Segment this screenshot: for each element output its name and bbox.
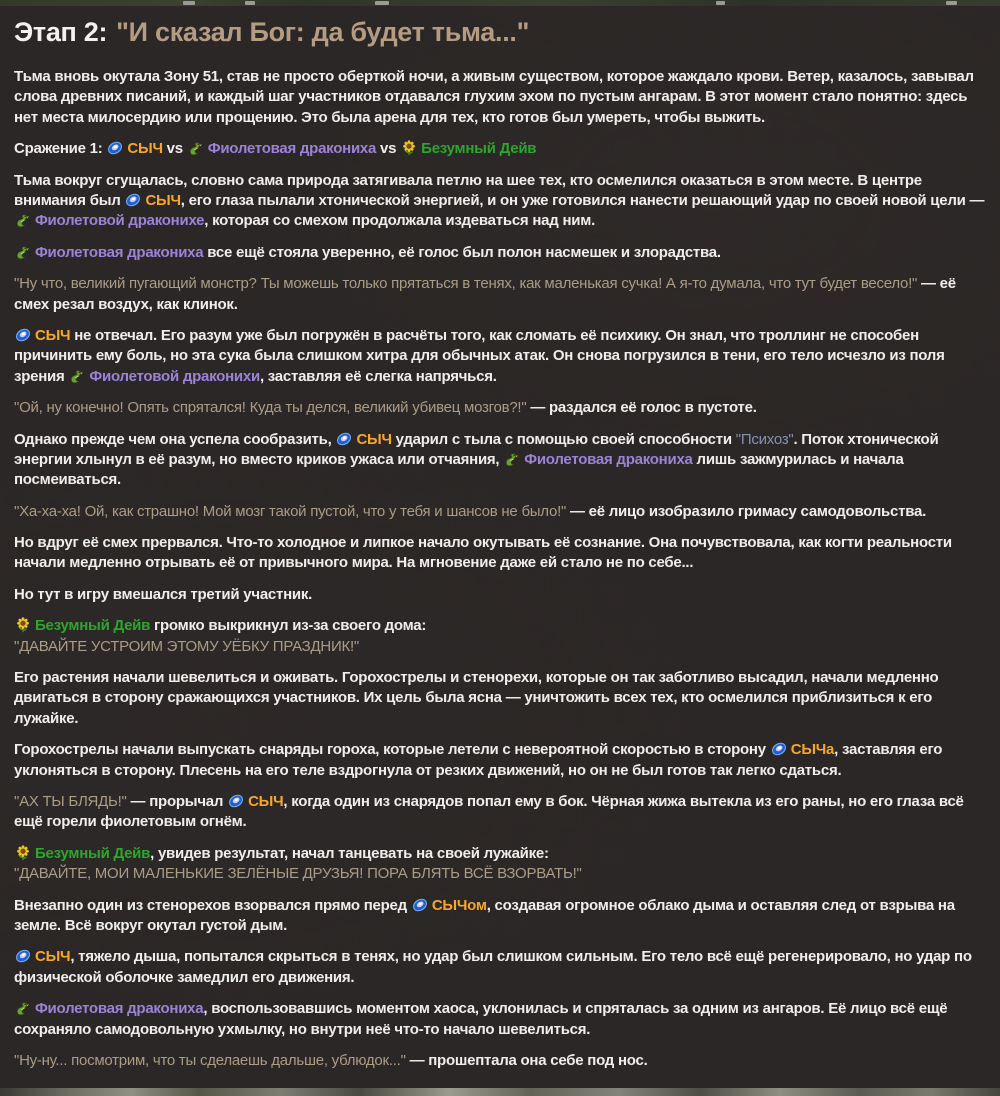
narration-text: , увидев результат, начал танцевать на своей лужайке:: [150, 844, 549, 862]
edge-speck: [946, 1, 957, 5]
story-paragraph: [14, 844, 986, 885]
narration-text: Но вдруг её смех прервался. Что-то холодное и липкое начало окутывать её сознание. Она почувствовала, как когти реальности начали медленно отрывать её от привычного мира. На мгновение даже ей стало не по себе...: [14, 534, 952, 572]
narration-text: , его глаза пылали хтонической энергией, и он уже готовился нанести решающий удар по своей новой цели —: [180, 192, 985, 209]
page-title: [14, 17, 986, 48]
character-name: СЫЧ: [127, 140, 163, 158]
character-mention-dave: [14, 617, 150, 634]
story-paragraph: [14, 398, 986, 418]
title-quote: "И сказал Бог: да будет тьма...": [116, 17, 530, 47]
narration-text: Тьма вокруг сгущалась, словно сама природа затягивала петлю на шее тех, кто осмелился оказаться в этом месте. В центре внимания был: [14, 171, 922, 209]
character-mention-sych: [106, 140, 162, 157]
character-name: Фиолетовая дракониха: [524, 450, 693, 468]
character-name: Безумный Дейв: [421, 140, 537, 158]
comet-icon: [125, 192, 141, 208]
character-name: СЫЧа: [790, 741, 835, 759]
narration-text: все ещё стояла уверенно, её голос был полон насмешек и злорадства.: [203, 243, 721, 261]
dragon-icon: [15, 212, 31, 228]
story-paragraph: [14, 1051, 986, 1071]
narration-text: Однако прежде чем она успела сообразить,: [14, 430, 336, 448]
character-mention-dragon: [14, 212, 204, 229]
story-paragraph: [14, 326, 986, 387]
character-mention-sych: [14, 327, 70, 344]
comet-icon: [412, 897, 428, 913]
comet-icon: [771, 741, 787, 757]
story-paragraph: [14, 243, 986, 263]
edge-speck: [716, 1, 725, 5]
dragon-icon: [188, 140, 204, 156]
quote-text: "ДАВАЙТЕ УСТРОИМ ЭТОМУ УЁБКУ ПРАЗДНИК!": [14, 637, 359, 655]
narration-text: Горохострелы начали выпускать снаряды гороха, которые летели с невероятной скоростью в сторону: [14, 741, 770, 759]
dragon-icon: [504, 451, 520, 467]
character-mention-dave: [14, 845, 150, 862]
character-name: СЫЧ: [145, 192, 181, 209]
story-paragraph: [14, 668, 986, 729]
comet-icon: [107, 140, 123, 156]
character-mention-sych: [14, 948, 70, 965]
narration-text: , когда один из снарядов попал ему в бок. Чёрная жижа вытекла из его раны, но его глаза всё ещё горели фиолетовым огнём.: [14, 792, 964, 831]
comet-icon: [228, 793, 244, 809]
sunflower-icon: [15, 617, 31, 633]
quote-text: "ДАВАЙТЕ, МОИ МАЛЕНЬКИЕ ЗЕЛЁНЫЕ ДРУЗЬЯ! ПОРА БЛЯТЬ ВСЁ ВЗОРВАТЬ!": [14, 865, 582, 883]
character-mention-sych: [227, 793, 283, 810]
narration-text: — раздался её голос в пустоте.: [526, 399, 757, 417]
narration-text: Тьма вновь окутала Зону 51, став не просто оберткой ночи, а живым существом, которое жаждало крови. Ветер, казалось, завывал слова древних писаний, и каждый шаг участников отдавался глухим эхом по пустым ангарам. В этот момент стало понятно: здесь нет места милосердию или прощению. Это была арена для тех, кто готов был умереть, чтобы выжить.: [14, 68, 974, 126]
character-name: СЫЧ: [35, 326, 71, 344]
character-mention-sych: [124, 192, 180, 209]
comet-icon: [336, 431, 352, 447]
story-paragraph: [14, 947, 986, 988]
character-mention-dragon: [187, 140, 376, 157]
narration-text: Но тут в игру вмешался третий участник.: [14, 585, 313, 603]
dragon-icon: [69, 368, 85, 384]
dragon-icon: [15, 1000, 31, 1016]
narration-text: , тяжело дыша, попытался скрыться в тенях, но удар был слишком сильным. Его тело всё ещё регенерировало, но удар по физической оболочке замедлил его движения.: [14, 948, 972, 986]
character-mention-dave: [400, 140, 536, 157]
intro-paragraph: [14, 67, 986, 128]
character-mention-dragon: [14, 244, 203, 261]
character-mention-sych: [411, 897, 487, 914]
character-name: СЫЧ: [356, 430, 392, 448]
story-paragraph: [14, 896, 986, 937]
character-name: СЫЧ: [35, 948, 71, 966]
narration-text: — прорычал: [126, 792, 228, 810]
story-paragraph: [14, 740, 986, 781]
narration-text: Его растения начали шевелиться и оживать. Горохострелы и стенорехи, которые он так заботливо высадил, начали медленно двигаться в сторону сражающихся участников. Их цель была ясна — уничтожить всех тех, кто осмелился приблизиться к его лужайке.: [14, 669, 939, 727]
narration-text: . Поток хтонической энергии хлынул в её разум, но вместо криков ужаса или отчаяния,: [14, 430, 939, 468]
narration-text: Внезапно один из стенорехов взорвался прямо перед: [14, 896, 411, 914]
character-name: Фиолетовая дракониха: [207, 140, 377, 158]
dragon-icon: [15, 244, 31, 260]
story-paragraph: [14, 792, 986, 833]
narration-text: , заставляя её слегка напрячься.: [259, 367, 497, 385]
story-content: [14, 67, 986, 1071]
ability-name: "Психоз": [735, 430, 794, 448]
narration-text: , которая со смехом продолжала издеваться над ним.: [204, 212, 595, 230]
character-mention-dragon: [68, 368, 260, 385]
narration-text: vs: [376, 140, 401, 158]
story-panel: [0, 6, 1000, 1088]
character-name: Фиолетовой драконихе: [35, 212, 205, 230]
quote-text: "Ха-ха-ха! Ой, как страшно! Мой мозг такой пустой, что у тебя и шансов не было!": [14, 502, 567, 520]
character-name: СЫЧом: [431, 896, 487, 914]
quote-text: "АХ ТЫ БЛЯДЬ!": [14, 792, 127, 810]
story-paragraph: [14, 274, 986, 315]
story-paragraph: [14, 430, 986, 491]
story-paragraph: [14, 502, 986, 522]
battle-heading: [14, 139, 986, 159]
story-paragraph: [14, 171, 986, 232]
quote-text: "Ой, ну конечно! Опять спрятался! Куда ты делся, великий убивец мозгов?!": [14, 399, 527, 417]
story-paragraph: [14, 585, 986, 605]
top-edge-texture: [0, 0, 1000, 6]
character-mention-sych: [770, 741, 834, 758]
edge-speck: [245, 1, 255, 5]
narration-text: громко выкрикнул из-за своего дома:: [150, 617, 427, 635]
sunflower-icon: [15, 845, 31, 861]
character-name: Фиолетовой драконихи: [89, 367, 260, 385]
character-mention-dragon: [14, 1000, 203, 1017]
comet-icon: [15, 327, 31, 343]
narration-text: лишь зажмурилась и начала посмеиваться.: [14, 450, 904, 489]
narration-text: , создавая огромное облако дыма и оставляя след от взрыва на земле. Всё вокруг окутал густой дым.: [14, 896, 955, 934]
character-name: Фиолетовая дракониха: [35, 243, 204, 261]
narration-text: не отвечал. Его разум уже был погружён в расчёты того, как сломать её психику. Он знал, что троллинг не способен причинить ему боль, но эта сука была слишком хитра для обычных атак. Он снова погрузился в тени, его тело исчезло из поля зрения: [14, 326, 945, 385]
character-mention-dragon: [503, 451, 692, 468]
quote-text: "Ну что, великий пугающий монстр? Ты можешь только прятаться в тенях, как маленькая сучка! А я-то думала, что тут будет весело!": [14, 275, 918, 293]
story-paragraph: [14, 533, 986, 574]
character-name: СЫЧ: [248, 792, 284, 810]
character-name: Безумный Дейв: [35, 617, 151, 635]
character-name: Фиолетовая дракониха: [35, 1000, 204, 1018]
sunflower-icon: [401, 140, 417, 156]
character-name: Безумный Дейв: [35, 844, 151, 862]
bottom-edge-texture: [0, 1088, 1000, 1096]
story-paragraph: [14, 616, 986, 657]
edge-speck: [183, 1, 195, 5]
title-prefix: Этап 2:: [14, 17, 108, 47]
narration-text: Сражение 1:: [14, 140, 107, 158]
narration-text: , воспользовавшись моментом хаоса, уклонилась и спряталась за одним из ангаров. Её лицо всё ещё сохраняло самодовольную ухмылку, но внутри неё что-то начало шевелиться.: [14, 1000, 948, 1038]
narration-text: ударил с тыла с помощью своей способности: [391, 430, 736, 448]
narration-text: , заставляя его уклоняться в сторону. Плесень на его теле вздрогнула от резких движений, но он не был готов так легко сдаться.: [14, 741, 943, 779]
narration-text: — её смех резал воздух, как клинок.: [14, 275, 956, 313]
story-paragraph: [14, 999, 986, 1040]
narration-text: vs: [162, 140, 187, 158]
narration-text: — прошептала она себе под нос.: [405, 1051, 648, 1069]
quote-text: "Ну-ну... посмотрим, что ты сделаешь дальше, ублюдок...": [14, 1051, 406, 1069]
narration-text: — её лицо изобразило гримасу самодовольства.: [566, 502, 926, 520]
character-mention-sych: [335, 431, 391, 448]
comet-icon: [15, 948, 31, 964]
edge-speck: [375, 1, 389, 5]
